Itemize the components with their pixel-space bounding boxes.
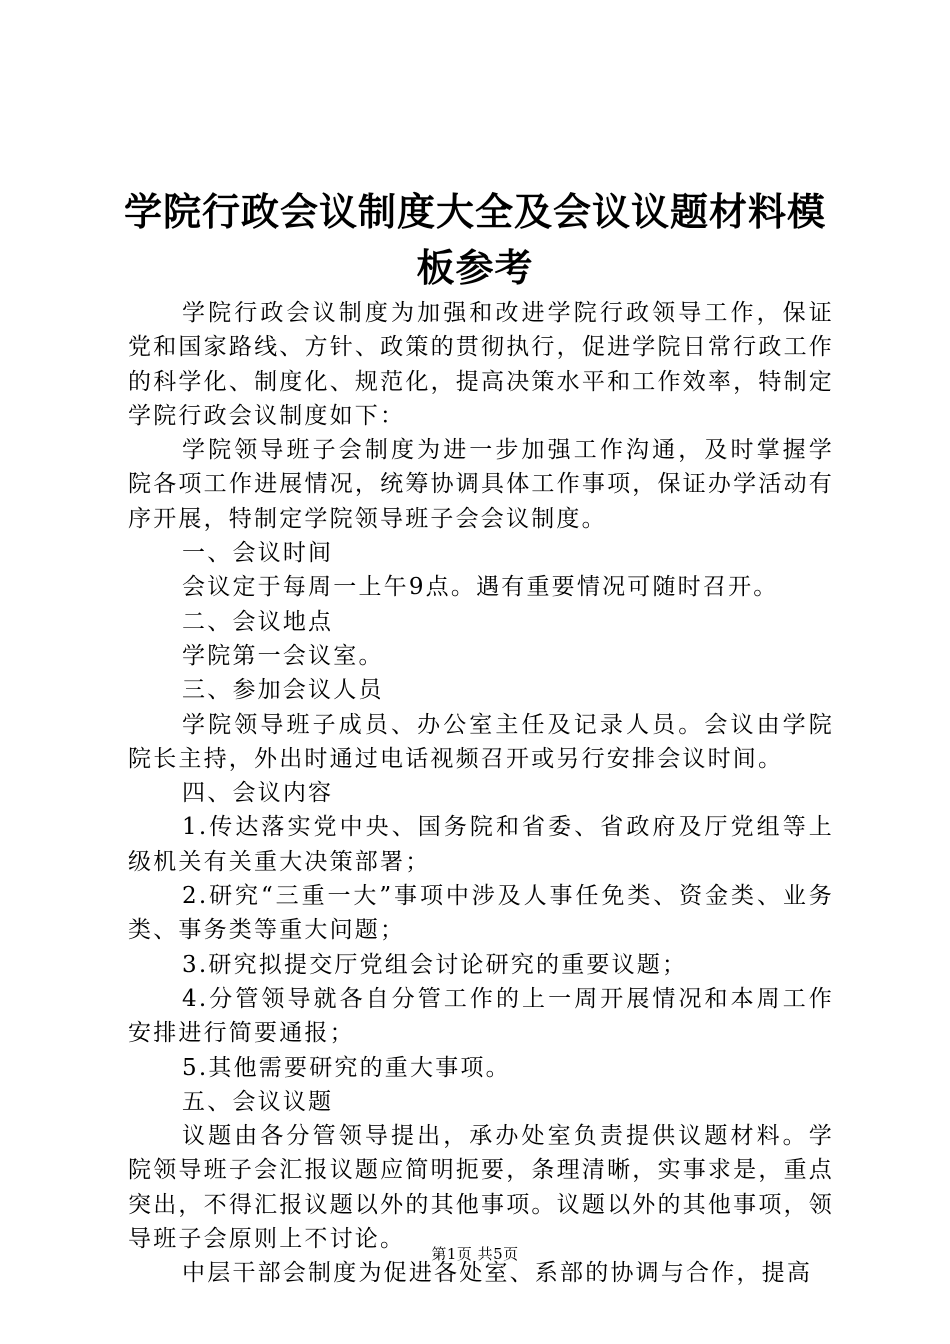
paragraph: 会议定于每周一上午9点。遇有重要情况可随时召开。	[182, 574, 779, 601]
document-title: 学院行政会议制度大全及会议议题材料模板参考	[123, 190, 826, 290]
section-heading: 三、参加会议人员	[182, 677, 384, 704]
paragraph: 中层干部会制度为促进各处室、系部的协调与合作，提高	[182, 1260, 813, 1287]
section-heading: 一、会议时间	[182, 540, 334, 567]
section-heading: 二、会议地点	[182, 608, 334, 635]
list-item: 4.分管领导就各自分管工作的上一周开展情况和本周工作安排进行简要通报；	[128, 985, 834, 1047]
list-item: 2.研究“三重一大”事项中涉及人事任免类、资金类、业务类、事务类等重大问题；	[128, 883, 834, 944]
paragraph: 学院行政会议制度为加强和改进学院行政领导工作，保证党和国家路线、方针、政策的贯彻执行，促进学院日常行政工作的科学化、制度化、规范化，提高决策水平和工作效率，特制定学院行政会议制度如下：	[128, 300, 834, 429]
document-body	[128, 296, 834, 1291]
paragraph: 学院领导班子会制度为进一步加强工作沟通，及时掌握学院各项工作进展情况，统筹协调具体工作事项，保证办学活动有序开展，特制定学院领导班子会会议制度。	[128, 437, 834, 532]
list-item: 3.研究拟提交厅党组会讨论研究的重要议题；	[182, 951, 688, 978]
section-heading: 五、会议议题	[182, 1088, 334, 1115]
list-item: 1.传达落实党中央、国务院和省委、省政府及厅党组等上级机关有关重大决策部署；	[128, 814, 834, 875]
list-item: 5.其他需要研究的重大事项。	[182, 1054, 511, 1081]
page-number-footer: 第1页 共5页	[431, 1245, 519, 1263]
paragraph: 学院第一会议室。	[182, 642, 384, 669]
section-heading: 四、会议内容	[182, 780, 334, 807]
paragraph: 学院领导班子成员、办公室主任及记录人员。会议由学院院长主持，外出时通过电话视频召开或另行安排会议时间。	[128, 711, 834, 772]
paragraph: 议题由各分管领导提出，承办处室负责提供议题材料。学院领导班子会汇报议题应简明扼要，条理清晰，实事求是，重点突出，不得汇报议题以外的其他事项。议题以外的其他事项，领导班子会原则上不讨论。	[128, 1123, 834, 1253]
